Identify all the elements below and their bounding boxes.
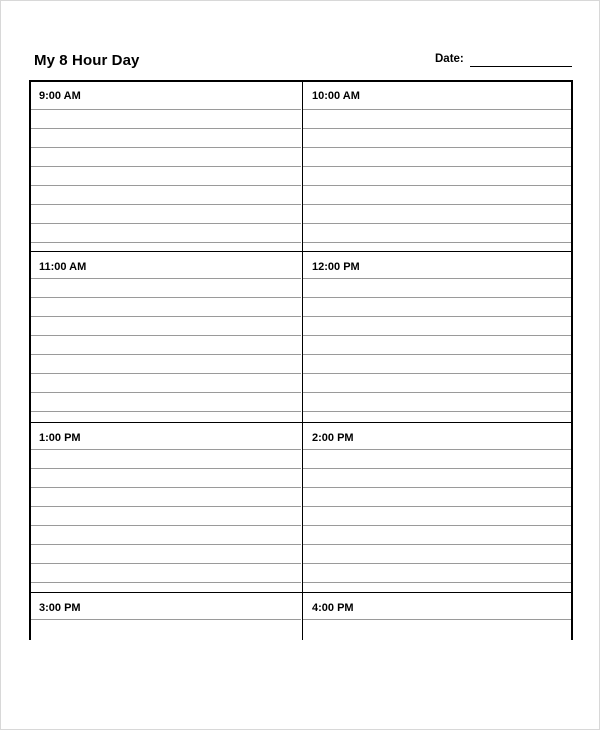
- writing-line[interactable]: [31, 242, 301, 243]
- writing-line[interactable]: [31, 525, 301, 526]
- writing-line[interactable]: [303, 185, 571, 186]
- writing-line[interactable]: [303, 147, 571, 148]
- writing-line[interactable]: [303, 109, 571, 110]
- date-label: Date:: [435, 53, 464, 65]
- writing-line[interactable]: [31, 506, 301, 507]
- slot-label-4pm: 4:00 PM: [312, 602, 354, 614]
- slot-label-10am: 10:00 AM: [312, 90, 360, 102]
- writing-line[interactable]: [303, 582, 571, 583]
- writing-line[interactable]: [31, 411, 301, 412]
- slot-label-11am: 11:00 AM: [39, 261, 87, 273]
- slot-label-12pm: 12:00 PM: [312, 261, 360, 273]
- writing-line[interactable]: [31, 128, 301, 129]
- writing-line[interactable]: [303, 392, 571, 393]
- writing-line[interactable]: [31, 204, 301, 205]
- schedule-grid: [29, 80, 573, 640]
- slot-label-2pm: 2:00 PM: [312, 432, 354, 444]
- writing-line[interactable]: [31, 563, 301, 564]
- writing-line[interactable]: [31, 354, 301, 355]
- writing-line[interactable]: [31, 449, 301, 450]
- writing-line[interactable]: [31, 487, 301, 488]
- writing-line[interactable]: [303, 373, 571, 374]
- block-divider: [31, 592, 571, 593]
- writing-line[interactable]: [31, 316, 301, 317]
- writing-line[interactable]: [31, 109, 301, 110]
- writing-line[interactable]: [303, 449, 571, 450]
- block-divider: [31, 422, 571, 423]
- writing-line[interactable]: [31, 468, 301, 469]
- writing-line[interactable]: [31, 582, 301, 583]
- writing-line[interactable]: [31, 166, 301, 167]
- writing-line[interactable]: [303, 354, 571, 355]
- writing-line[interactable]: [303, 506, 571, 507]
- writing-line[interactable]: [303, 297, 571, 298]
- writing-line[interactable]: [303, 335, 571, 336]
- block-divider: [31, 251, 571, 252]
- writing-line[interactable]: [31, 297, 301, 298]
- slot-label-9am: 9:00 AM: [39, 90, 81, 102]
- slot-label-1pm: 1:00 PM: [39, 432, 81, 444]
- writing-line[interactable]: [303, 563, 571, 564]
- writing-line[interactable]: [31, 185, 301, 186]
- slot-label-3pm: 3:00 PM: [39, 602, 81, 614]
- writing-line[interactable]: [303, 487, 571, 488]
- writing-line[interactable]: [31, 335, 301, 336]
- writing-line[interactable]: [31, 147, 301, 148]
- writing-line[interactable]: [31, 544, 301, 545]
- writing-line[interactable]: [31, 278, 301, 279]
- writing-line[interactable]: [303, 468, 571, 469]
- writing-line[interactable]: [303, 204, 571, 205]
- writing-line[interactable]: [303, 166, 571, 167]
- writing-line[interactable]: [303, 223, 571, 224]
- writing-line[interactable]: [303, 411, 571, 412]
- page-title: My 8 Hour Day: [34, 52, 140, 69]
- writing-line[interactable]: [303, 128, 571, 129]
- writing-line[interactable]: [303, 242, 571, 243]
- writing-line[interactable]: [303, 619, 571, 620]
- writing-line[interactable]: [31, 373, 301, 374]
- writing-line[interactable]: [31, 619, 301, 620]
- writing-line[interactable]: [303, 525, 571, 526]
- writing-line[interactable]: [31, 392, 301, 393]
- writing-line[interactable]: [303, 316, 571, 317]
- writing-line[interactable]: [31, 223, 301, 224]
- writing-line[interactable]: [303, 278, 571, 279]
- date-field-line[interactable]: [470, 66, 572, 67]
- writing-line[interactable]: [303, 544, 571, 545]
